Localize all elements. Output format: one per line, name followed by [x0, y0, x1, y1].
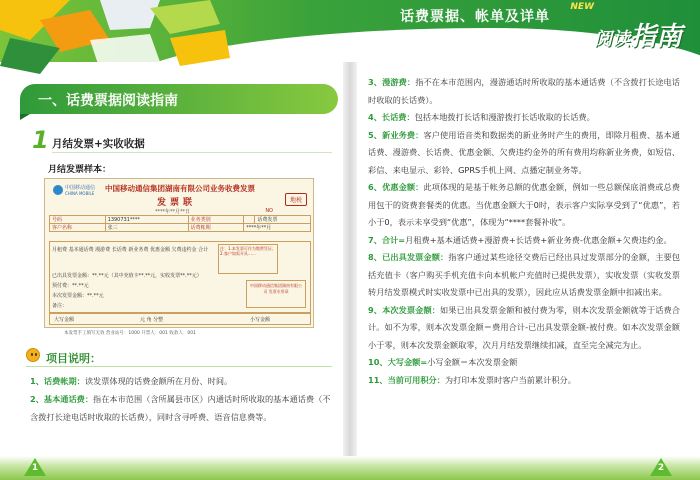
- china-mobile-logo: 中国移动通信 CHINA MOBILE: [51, 183, 91, 203]
- invoice-notes: 注：1.本发票可作为缴费凭证；2.客户如需开具……: [218, 244, 278, 274]
- sample-label: 月结发票样本：: [48, 165, 112, 175]
- invoice-sample: [44, 178, 314, 328]
- guide-big-text: 指南: [629, 22, 682, 52]
- invoice-stamp: 地税: [285, 193, 307, 206]
- invoice-remark-line: 备注：: [52, 303, 68, 309]
- page-spine: [343, 62, 357, 480]
- page-number-right: 2: [650, 458, 672, 478]
- project-notes-title: 项目说明：: [46, 352, 101, 365]
- section-header: [20, 84, 338, 114]
- note-item: 5、新业务费：客户使用语音类和数据类的新业务时产生的费用，即除月租费、基本通话费、漫游费、长话费、优惠金额、欠费违约金外的所有费用均称新业务费，如短信、彩信、来电显示、彩铃、GPRS手机上网、点播定制业务等。: [368, 129, 680, 175]
- note-item: 2、基本通话费：指在本市范围（含所属县市区）内通话时所收取的基本通话费（不含拨打长途电话时收取的长话费），同时含寻呼费、语音信息费等。: [30, 394, 331, 422]
- subsection-number: 1: [32, 126, 49, 154]
- invoice-type: 发票联: [157, 198, 197, 208]
- left-notes-list: [30, 372, 336, 426]
- note-item: 7、合计=月租费+基本通话费+漫游费+长话费+新业务费-优惠金额+欠费违约金。: [368, 234, 672, 245]
- note-item: 4、长话费：包括本地拨打长话和漫游拨打长话收取的长话费。: [368, 112, 595, 122]
- header-title: 话费票据、帐单及详单: [400, 9, 550, 25]
- note-item: 8、已出具发票金额：指客户通过某些途径交费后已经出具过发票部分的金额，主要包括充值卡（客户购买手机充值卡向本机帐户充值时已提供发票），实收发票（实收发票转月结发票模式时实收发票中已出具的发票），因此应从话费发票金额中扣减出来。: [368, 252, 680, 297]
- invoice-items: 月租费 基本通话费 漫游费 长话费 新业务费 优惠金额 欠费违约金 合计: [52, 247, 209, 253]
- note-item: 10、大写金额=小写金额＝本次发票金额: [368, 357, 518, 367]
- note-item: 1、话费帐期：读发票体现的话费金额所在月份、时间。: [30, 376, 233, 386]
- header-guide: [594, 16, 682, 53]
- section-title: 一、话费票据阅读指南: [38, 93, 178, 109]
- invoice-footer: 大写金额 元 角 分整 小写金额: [49, 313, 311, 325]
- invoice-no: NO: [265, 208, 273, 214]
- note-item: 9、本次发票金额：如果已出具发票金额和被付费为零，则本次发票金额就等于话费合计。如不为零，则本次发票金额＝费用合计-已出具发票金额-被付费。如本次发票金额小于零，则本次发票金额取零，次月月结发票继续扣减，直至完全减完为止。: [368, 304, 680, 350]
- guide-small-text: 阅读: [593, 29, 630, 50]
- invoice-bottom-info: 本发票手工填写无效 营业站号：1000 开票人：001 收款人：001: [64, 331, 196, 336]
- invoice-date: ****年**月**日: [155, 209, 191, 215]
- invoice-balance-line: 预付费：**.**元: [52, 283, 89, 289]
- invoice-body: [49, 241, 311, 313]
- new-badge: NEW: [570, 2, 594, 12]
- invoice-seal: 中国移动通信集团湖南有限公司 发票专用章: [246, 280, 306, 308]
- right-notes-list: [368, 74, 680, 389]
- invoice-company: 中国移动通信集团湖南有限公司业务收费发票: [105, 184, 255, 193]
- decorative-cubes: [0, 0, 230, 78]
- page-number-left: 1: [24, 458, 46, 478]
- note-item: 3、漫游费：指不在本市范围内，漫游通话时所收取的基本通话费（不含拨打长途电话时收取的长话费）。: [368, 77, 680, 105]
- smiley-icon: [26, 348, 40, 362]
- note-item: 11、当前可用积分：为打印本发票时客户当前累计积分。: [368, 374, 576, 385]
- invoice-paid-line: 已出具发票金额：**.**元（其中充值卡**.**元，实收发票**.**元）: [52, 273, 202, 279]
- invoice-current-line: 本次发票金额：**.**元: [52, 293, 104, 299]
- note-item: 6、优惠金额：此项体现的是基于帐务总额的优惠金额，例如一些总额保底消费或总费用包干的资费套餐类的优惠。当优惠金额大于0时，表示客户实际享受到了“优惠”，若小于0，表示未享受到“优惠”，体现为“****套餐补收”。: [368, 182, 680, 227]
- divider: [52, 152, 332, 153]
- divider: [26, 366, 332, 367]
- invoice-header-table: 号码 1390731**** 业务类别 话费发票 客户名称 张三 话费帐期 ****年**月: [49, 215, 311, 232]
- footer-band: [0, 456, 700, 480]
- subsection-title: 月结发票+实收收据: [52, 138, 145, 150]
